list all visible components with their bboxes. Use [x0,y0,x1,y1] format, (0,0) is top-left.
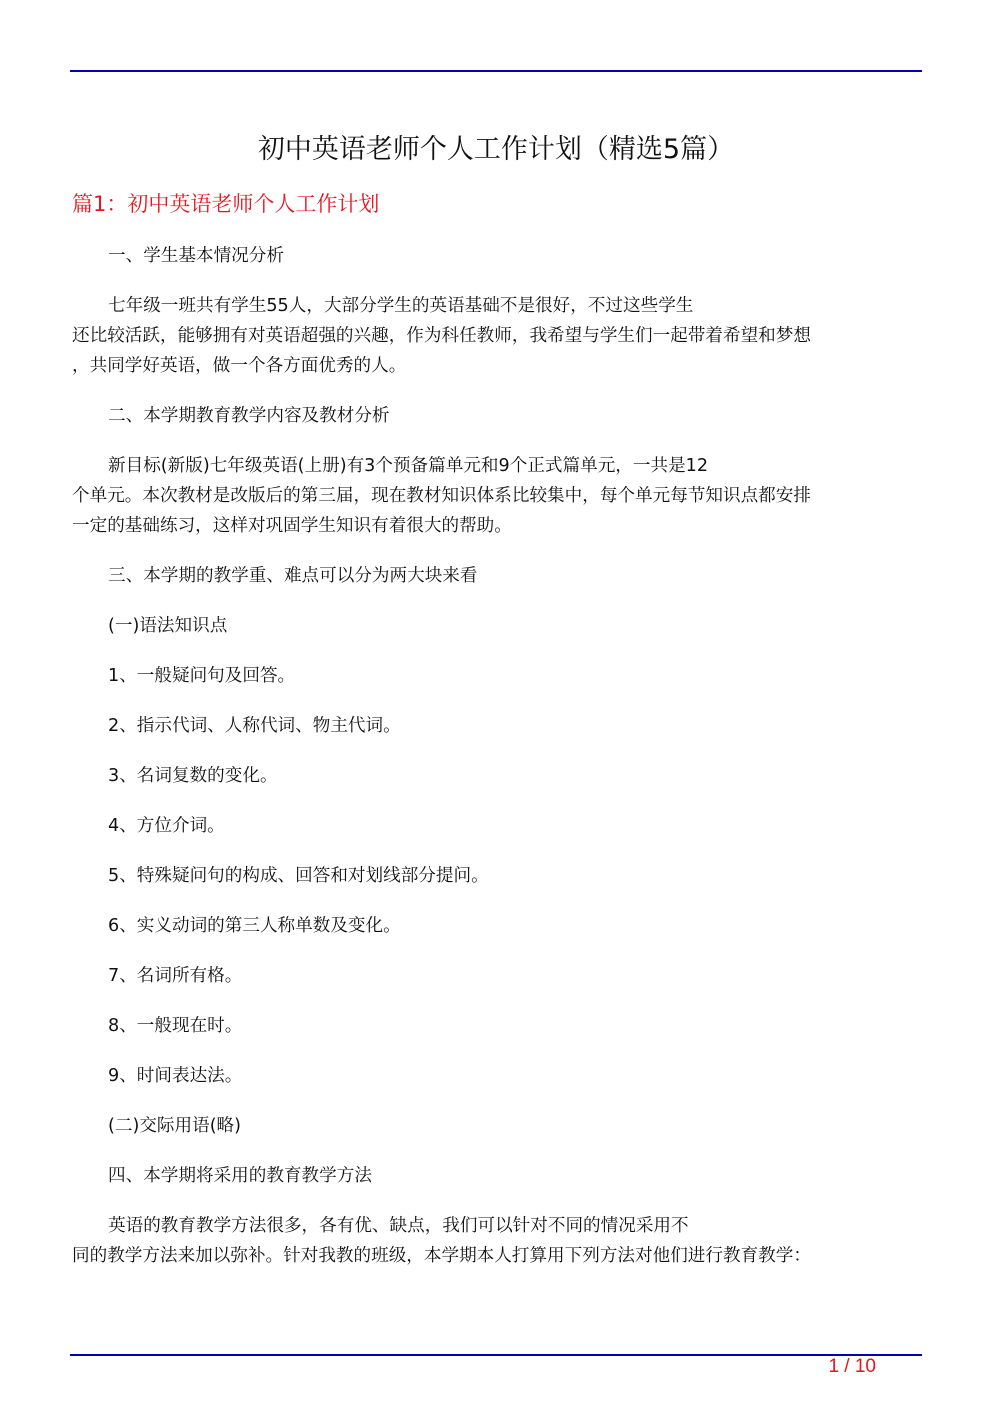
section-heading: 篇1：初中英语老师个人工作计划 [72,192,380,216]
paragraph-line: 同的教学方法来加以弥补。针对我教的班级，本学期本人打算用下列方法对他们进行教育教学： [72,1246,811,1266]
paragraph-line: 1、一般疑问句及回答。 [108,666,296,686]
paragraph-line: 8、一般现在时。 [108,1016,243,1036]
paragraph-line: 6、实义动词的第三人称单数及变化。 [108,916,401,936]
paragraph-line: 5、特殊疑问句的构成、回答和对划线部分提问。 [108,866,489,886]
paragraph [72,451,932,541]
paragraph [72,1011,932,1041]
paragraph [72,661,932,691]
document-title: 初中英语老师个人工作计划（精选5篇） [257,134,735,165]
paragraph-line: 还比较活跃，能够拥有对英语超强的兴趣，作为科任教师，我希望与学生们一起带着希望和梦想 [72,326,811,346]
paragraph [72,291,932,381]
paragraph-line: 一、学生基本情况分析 [108,246,284,266]
paragraph [72,1161,932,1191]
paragraph [72,1211,932,1271]
paragraph [72,911,932,941]
paragraph-line: 7、名词所有格。 [108,966,243,986]
paragraph [72,711,932,741]
paragraph-line: (一)语法知识点 [108,616,228,636]
paragraph-line: 2、指示代词、人称代词、物主代词。 [108,716,401,736]
paragraph [72,761,932,791]
paragraph [72,811,932,841]
paragraph-line: (二)交际用语(略) [108,1116,242,1136]
paragraph [72,241,932,271]
paragraph-line: 个单元。本次教材是改版后的第三届，现在教材知识体系比较集中，每个单元每节知识点都安排 [72,486,811,506]
paragraph [72,1111,932,1141]
paragraph-line: ，共同学好英语，做一个各方面优秀的人。 [72,356,407,376]
paragraph [72,611,932,641]
paragraph [72,861,932,891]
paragraph-line: 英语的教育教学方法很多，各有优、缺点，我们可以针对不同的情况采用不 [108,1216,689,1236]
paragraph-line: 二、本学期教育教学内容及教材分析 [108,406,390,426]
paragraph [72,561,932,591]
paragraph-line: 3、名词复数的变化。 [108,766,278,786]
paragraph-line: 9、时间表达法。 [108,1066,243,1086]
header-rule [70,70,922,72]
paragraph-line: 四、本学期将采用的教育教学方法 [108,1166,372,1186]
paragraph [72,1061,932,1091]
paragraph-line: 三、本学期的教学重、难点可以分为两大块来看 [108,566,478,586]
paragraph-line: 新目标(新版)七年级英语(上册)有3个预备篇单元和9个正式篇单元，一共是12 [108,456,709,476]
paragraph [72,961,932,991]
paragraph-line: 七年级一班共有学生55人，大部分学生的英语基础不是很好，不过这些学生 [108,296,694,316]
footer-rule [70,1354,922,1356]
paragraph-line: 4、方位介词。 [108,816,225,836]
paragraph [72,401,932,431]
paragraph-line: 一定的基础练习，这样对巩固学生知识有着很大的帮助。 [72,516,512,536]
page-number: 1 / 10 [828,1356,876,1377]
